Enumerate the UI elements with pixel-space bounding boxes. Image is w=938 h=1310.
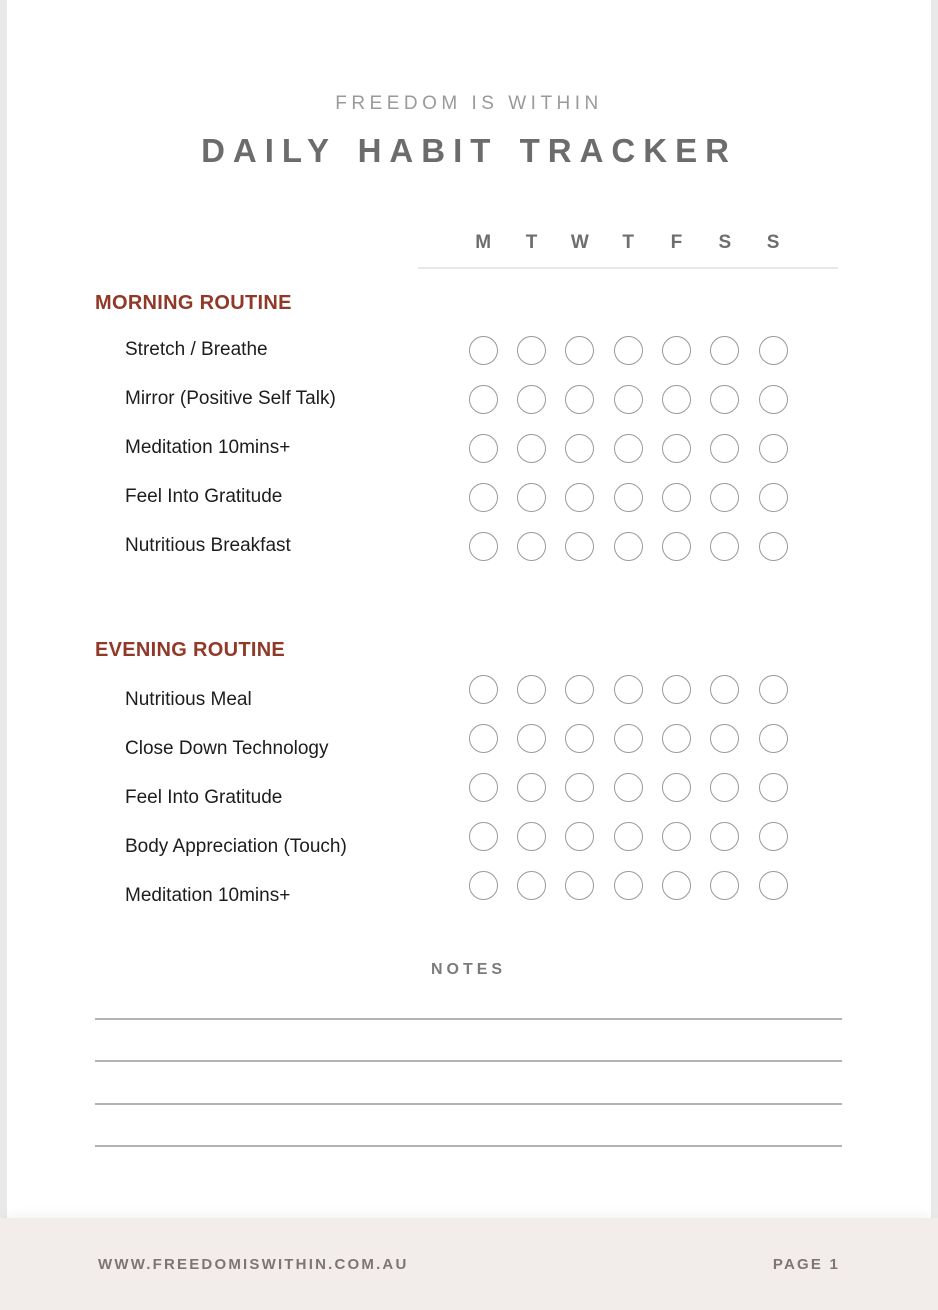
habit-checkbox-morning-routine-0-m0[interactable]	[469, 336, 498, 365]
habit-cell	[604, 375, 652, 424]
habit-label: Stretch / Breathe	[125, 339, 268, 360]
habit-cell	[459, 424, 507, 473]
habit-label: Feel Into Gratitude	[125, 787, 283, 808]
habit-checkbox-morning-routine-0-s5[interactable]	[710, 336, 739, 365]
habit-checkbox-evening-routine-3-s5[interactable]	[710, 822, 739, 851]
habit-checkbox-morning-routine-1-f4[interactable]	[662, 385, 691, 414]
section-title-morning-routine: MORNING ROUTINE	[95, 292, 292, 314]
day-header-3: T	[622, 232, 634, 253]
habit-cell	[507, 861, 555, 910]
day-header-row	[459, 230, 797, 256]
habit-checkbox-morning-routine-4-s6[interactable]	[759, 532, 788, 561]
habit-cell	[556, 326, 604, 375]
section-title-evening-routine: EVENING ROUTINE	[95, 639, 286, 661]
habit-cell	[459, 763, 507, 812]
habit-cell	[507, 326, 555, 375]
habit-checkbox-evening-routine-0-w2[interactable]	[565, 675, 594, 704]
habit-checkbox-morning-routine-3-t3[interactable]	[614, 483, 643, 512]
habit-checkbox-evening-routine-3-f4[interactable]	[662, 822, 691, 851]
habit-cell	[459, 812, 507, 861]
habit-checkbox-morning-routine-4-t3[interactable]	[614, 532, 643, 561]
habit-checkbox-morning-routine-2-s5[interactable]	[710, 434, 739, 463]
habit-cell	[749, 473, 797, 522]
habit-checkbox-morning-routine-1-t3[interactable]	[614, 385, 643, 414]
habit-checkbox-morning-routine-1-w2[interactable]	[565, 385, 594, 414]
habit-cell	[749, 375, 797, 424]
habit-label: Feel Into Gratitude	[125, 486, 283, 507]
habit-checkbox-evening-routine-4-t1[interactable]	[517, 871, 546, 900]
habit-cell	[701, 375, 749, 424]
habit-checkbox-morning-routine-2-s6[interactable]	[759, 434, 788, 463]
habit-checkbox-morning-routine-0-t3[interactable]	[614, 336, 643, 365]
habit-cell	[749, 714, 797, 763]
habit-checkbox-evening-routine-1-s6[interactable]	[759, 724, 788, 753]
habit-checkbox-evening-routine-1-t1[interactable]	[517, 724, 546, 753]
habit-checkbox-evening-routine-3-t3[interactable]	[614, 822, 643, 851]
habit-checkbox-morning-routine-0-s6[interactable]	[759, 336, 788, 365]
habit-cell	[459, 326, 507, 375]
day-header-2: W	[570, 232, 589, 253]
habit-cell	[701, 326, 749, 375]
habit-checkbox-morning-routine-4-t1[interactable]	[517, 532, 546, 561]
habit-checkbox-evening-routine-3-t1[interactable]	[517, 822, 546, 851]
habit-row	[95, 714, 797, 763]
habit-checkbox-evening-routine-0-f4[interactable]	[662, 675, 691, 704]
habit-checkbox-morning-routine-4-w2[interactable]	[565, 532, 594, 561]
habit-cell	[604, 714, 652, 763]
habit-cell	[604, 473, 652, 522]
habit-checkbox-evening-routine-3-s6[interactable]	[759, 822, 788, 851]
habit-checkbox-evening-routine-1-f4[interactable]	[662, 724, 691, 753]
habit-checkbox-morning-routine-3-m0[interactable]	[469, 483, 498, 512]
habit-cell	[749, 812, 797, 861]
habit-cell	[701, 424, 749, 473]
habit-cell	[556, 375, 604, 424]
habit-checkbox-morning-routine-3-s6[interactable]	[759, 483, 788, 512]
habit-checkbox-morning-routine-2-f4[interactable]	[662, 434, 691, 463]
note-line	[95, 1060, 842, 1062]
habit-cell	[749, 522, 797, 571]
habit-cell	[507, 424, 555, 473]
habit-cell	[459, 861, 507, 910]
habit-cell	[604, 763, 652, 812]
habit-checkbox-evening-routine-2-m0[interactable]	[469, 773, 498, 802]
habit-row	[95, 375, 797, 424]
habit-cell	[507, 665, 555, 714]
footer-website: WWW.FREEDOMISWITHIN.COM.AU	[98, 1255, 409, 1273]
habit-cell	[604, 812, 652, 861]
habit-checkbox-evening-routine-0-m0[interactable]	[469, 675, 498, 704]
habit-cell	[701, 763, 749, 812]
habit-cell	[652, 326, 700, 375]
brand-text: FREEDOM IS WITHIN	[335, 93, 603, 114]
habit-row	[95, 326, 797, 375]
habit-label: Nutritious Breakfast	[125, 535, 291, 556]
habit-cell	[556, 812, 604, 861]
habit-checkbox-evening-routine-4-t3[interactable]	[614, 871, 643, 900]
habit-cell	[556, 665, 604, 714]
habit-cell	[459, 473, 507, 522]
habit-cell	[459, 665, 507, 714]
habit-cell	[556, 714, 604, 763]
habit-cell	[507, 375, 555, 424]
habit-checkbox-evening-routine-4-s6[interactable]	[759, 871, 788, 900]
habit-checkbox-morning-routine-3-t1[interactable]	[517, 483, 546, 512]
habit-checkbox-evening-routine-2-s6[interactable]	[759, 773, 788, 802]
habit-checkbox-evening-routine-1-m0[interactable]	[469, 724, 498, 753]
habit-cell	[652, 375, 700, 424]
habit-checkbox-morning-routine-3-w2[interactable]	[565, 483, 594, 512]
habit-checkbox-evening-routine-1-s5[interactable]	[710, 724, 739, 753]
habit-cell	[749, 424, 797, 473]
habit-cell	[652, 424, 700, 473]
habit-checkbox-evening-routine-0-s6[interactable]	[759, 675, 788, 704]
habit-cell	[749, 326, 797, 375]
habit-checkbox-evening-routine-0-t1[interactable]	[517, 675, 546, 704]
habit-row	[95, 522, 797, 571]
habit-checkbox-evening-routine-2-s5[interactable]	[710, 773, 739, 802]
habit-label: Meditation 10mins+	[125, 437, 291, 458]
habit-label: Mirror (Positive Self Talk)	[125, 388, 336, 409]
habit-checkbox-morning-routine-2-w2[interactable]	[565, 434, 594, 463]
habit-checkbox-morning-routine-2-m0[interactable]	[469, 434, 498, 463]
habit-checkbox-evening-routine-0-t3[interactable]	[614, 675, 643, 704]
habit-row	[95, 424, 797, 473]
habit-checkbox-evening-routine-1-t3[interactable]	[614, 724, 643, 753]
habit-checkbox-evening-routine-2-f4[interactable]	[662, 773, 691, 802]
habit-checkbox-morning-routine-2-t1[interactable]	[517, 434, 546, 463]
habit-checkbox-morning-routine-3-f4[interactable]	[662, 483, 691, 512]
habit-cell	[556, 424, 604, 473]
habit-cell	[652, 812, 700, 861]
habit-cell	[652, 714, 700, 763]
habit-checkbox-morning-routine-1-m0[interactable]	[469, 385, 498, 414]
habit-checkbox-morning-routine-0-f4[interactable]	[662, 336, 691, 365]
habit-cell	[459, 375, 507, 424]
day-header-0: M	[475, 232, 492, 253]
habit-cell	[701, 861, 749, 910]
habit-cell	[701, 714, 749, 763]
page-edge-left	[0, 0, 7, 1310]
habit-cell	[652, 861, 700, 910]
habit-cell	[507, 812, 555, 861]
habit-cell	[701, 473, 749, 522]
habit-checkbox-evening-routine-0-s5[interactable]	[710, 675, 739, 704]
habit-cell	[701, 522, 749, 571]
habit-checkbox-morning-routine-3-s5[interactable]	[710, 483, 739, 512]
habit-checkbox-evening-routine-4-s5[interactable]	[710, 871, 739, 900]
habit-checkbox-morning-routine-1-s5[interactable]	[710, 385, 739, 414]
footer	[0, 1218, 938, 1310]
day-header-6: S	[766, 232, 780, 253]
habit-checkbox-evening-routine-3-w2[interactable]	[565, 822, 594, 851]
habit-row	[95, 665, 797, 714]
habit-checkbox-evening-routine-4-w2[interactable]	[565, 871, 594, 900]
habit-checkbox-evening-routine-1-w2[interactable]	[565, 724, 594, 753]
habit-checkbox-evening-routine-3-m0[interactable]	[469, 822, 498, 851]
habit-cell	[604, 522, 652, 571]
habit-checkbox-morning-routine-4-f4[interactable]	[662, 532, 691, 561]
habit-checkbox-morning-routine-4-m0[interactable]	[469, 532, 498, 561]
habit-cell	[604, 326, 652, 375]
habit-checkbox-evening-routine-2-t1[interactable]	[517, 773, 546, 802]
habit-cell	[652, 665, 700, 714]
habit-cell	[556, 763, 604, 812]
habit-cell	[652, 522, 700, 571]
habit-cell	[604, 665, 652, 714]
footer-page-number: PAGE 1	[772, 1255, 840, 1273]
habit-checkbox-evening-routine-2-w2[interactable]	[565, 773, 594, 802]
habit-cell	[701, 812, 749, 861]
habit-cell	[652, 763, 700, 812]
day-header-5: S	[718, 232, 732, 253]
habit-label: Body Appreciation (Touch)	[125, 836, 347, 857]
habit-cell	[459, 714, 507, 763]
habit-cell	[459, 522, 507, 571]
habit-cell	[604, 861, 652, 910]
habit-checkbox-evening-routine-4-m0[interactable]	[469, 871, 498, 900]
habit-checkbox-morning-routine-0-t1[interactable]	[517, 336, 546, 365]
habit-checkbox-morning-routine-1-s6[interactable]	[759, 385, 788, 414]
page-edge-right	[931, 0, 938, 1310]
habit-cell	[507, 763, 555, 812]
habit-checkbox-evening-routine-4-f4[interactable]	[662, 871, 691, 900]
note-line	[95, 1018, 842, 1020]
habit-row	[95, 473, 797, 522]
habit-cell	[749, 665, 797, 714]
habit-cell	[749, 861, 797, 910]
habit-cell	[556, 522, 604, 571]
note-line	[95, 1145, 842, 1147]
habit-cell	[701, 665, 749, 714]
note-line	[95, 1103, 842, 1105]
day-header-1: T	[525, 232, 538, 253]
habit-cell	[507, 714, 555, 763]
habit-cell	[507, 522, 555, 571]
habit-checkbox-morning-routine-4-s5[interactable]	[710, 532, 739, 561]
page-title: DAILY HABIT TRACKER	[201, 132, 737, 169]
day-header-divider	[418, 267, 838, 269]
habit-label: Nutritious Meal	[125, 689, 252, 710]
habit-cell	[556, 473, 604, 522]
habit-checkbox-morning-routine-1-t1[interactable]	[517, 385, 546, 414]
day-header-4: F	[670, 232, 683, 253]
habit-checkbox-morning-routine-2-t3[interactable]	[614, 434, 643, 463]
habit-checkbox-morning-routine-0-w2[interactable]	[565, 336, 594, 365]
notes-label: NOTES	[430, 961, 507, 978]
habit-cell	[749, 763, 797, 812]
habit-cell	[556, 861, 604, 910]
habit-label: Close Down Technology	[125, 738, 329, 759]
habit-cell	[604, 424, 652, 473]
habit-row	[95, 861, 797, 910]
habit-row	[95, 812, 797, 861]
habit-checkbox-evening-routine-2-t3[interactable]	[614, 773, 643, 802]
habit-label: Meditation 10mins+	[125, 885, 291, 906]
habit-cell	[507, 473, 555, 522]
habit-cell	[652, 473, 700, 522]
habit-row	[95, 763, 797, 812]
